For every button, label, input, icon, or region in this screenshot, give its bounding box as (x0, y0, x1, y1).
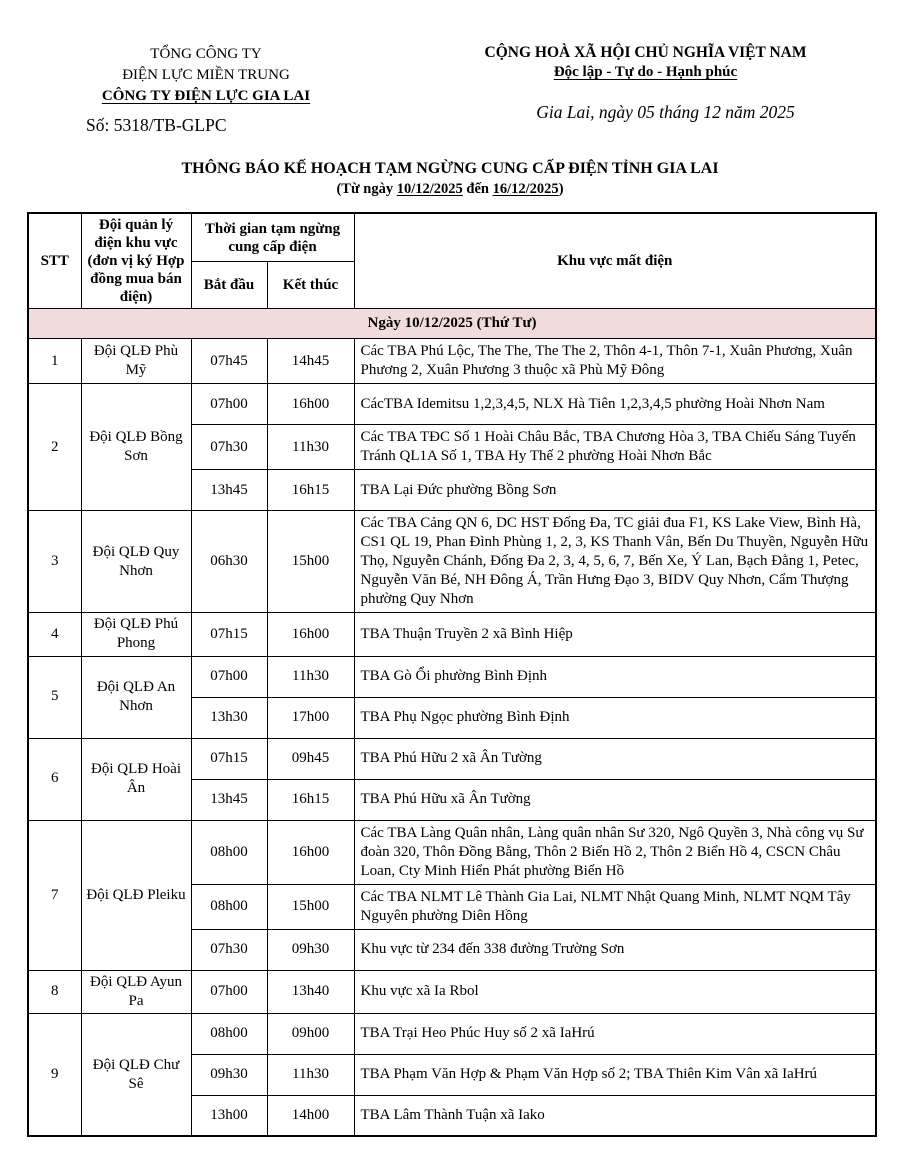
area-cell: Các TBA TĐC Số 1 Hoài Châu Bắc, TBA Chương Hòa 3, TBA Chiếu Sáng Tuyến Tránh QL1A Số 1, TBA Hy Thế 2 phường Hoài Nhơn Bắc (354, 425, 876, 470)
stt-cell: 8 (28, 970, 81, 1013)
end-time-cell: 16h15 (267, 779, 354, 820)
end-time-cell: 16h00 (267, 384, 354, 425)
team-cell: Đội QLĐ Quy Nhơn (81, 511, 191, 613)
stt-cell: 2 (28, 384, 81, 511)
start-time-cell: 13h45 (191, 779, 267, 820)
subtitle-date-to: 16/12/2025 (492, 181, 559, 197)
stt-header: STT (28, 213, 81, 309)
area-cell: Khu vực xã Ia Rbol (354, 970, 876, 1013)
team-header: Đội quản lý điện khu vực (đơn vị ký Hợp đồng mua bán điện) (81, 213, 191, 309)
start-time-cell: 07h15 (191, 613, 267, 656)
page-subtitle (0, 181, 900, 198)
table-row (28, 511, 876, 613)
team-cell: Đội QLĐ Chư Sê (81, 1013, 191, 1136)
end-time-cell: 16h15 (267, 470, 354, 511)
issuer-block (70, 44, 342, 136)
subtitle-middle: đến (462, 181, 493, 197)
team-cell: Đội QLĐ Ayun Pa (81, 970, 191, 1013)
national-header (473, 44, 818, 136)
team-cell: Đội QLĐ Phù Mỹ (81, 339, 191, 384)
area-cell: TBA Lâm Thành Tuận xã Iako (354, 1095, 876, 1136)
area-cell: TBA Trại Heo Phúc Huy số 2 xã IaHrú (354, 1013, 876, 1054)
stt-cell: 5 (28, 656, 81, 738)
start-time-cell: 07h00 (191, 656, 267, 697)
stt-cell: 7 (28, 820, 81, 970)
start-time-cell: 07h15 (191, 738, 267, 779)
area-header: Khu vực mất điện (354, 213, 876, 309)
start-time-cell: 08h00 (191, 884, 267, 929)
stt-cell: 6 (28, 738, 81, 820)
stt-cell: 9 (28, 1013, 81, 1136)
start-time-cell: 09h30 (191, 1054, 267, 1095)
table-row (28, 339, 876, 384)
date-banner-row (28, 309, 876, 339)
national-motto-line2: Độc lập - Tự do - Hạnh phúc (553, 64, 738, 80)
document-number: Số: 5318/TB-GLPC (86, 115, 227, 135)
end-time-cell: 16h00 (267, 820, 354, 884)
date-banner: Ngày 10/12/2025 (Thứ Tư) (28, 309, 876, 339)
letterhead (0, 0, 900, 136)
outage-schedule-table (27, 212, 877, 1137)
start-time-header: Bắt đầu (191, 262, 267, 309)
team-cell: Đội QLĐ An Nhơn (81, 656, 191, 738)
table-row (28, 970, 876, 1013)
end-time-cell: 16h00 (267, 613, 354, 656)
stt-cell: 1 (28, 339, 81, 384)
end-time-cell: 15h00 (267, 511, 354, 613)
start-time-cell: 07h45 (191, 339, 267, 384)
start-time-cell: 06h30 (191, 511, 267, 613)
end-time-cell: 11h30 (267, 656, 354, 697)
table-row (28, 384, 876, 425)
issuer-parent-company: TỔNG CÔNG TY (150, 46, 262, 62)
subtitle-prefix: (Từ ngày (336, 181, 397, 197)
end-time-cell: 14h45 (267, 339, 354, 384)
end-time-cell: 09h00 (267, 1013, 354, 1054)
area-cell: Các TBA Làng Quân nhân, Làng quân nhân Sư 320, Ngô Quyền 3, Nhà công vụ Sư đoàn 320, Thôn Đồng Bằng, Thôn 2 Biển Hồ 2, Thôn 2 Biển Hồ 4, CSCN Châu Loan, Cty Minh Hiển Phát phường Biển Hồ (354, 820, 876, 884)
area-cell: TBA Phú Hữu xã Ân Tường (354, 779, 876, 820)
start-time-cell: 08h00 (191, 820, 267, 884)
end-time-cell: 13h40 (267, 970, 354, 1013)
start-time-cell: 07h30 (191, 929, 267, 970)
area-cell: TBA Phụ Ngọc phường Bình Định (354, 697, 876, 738)
area-cell: Khu vực từ 234 đến 338 đường Trường Sơn (354, 929, 876, 970)
start-time-cell: 07h30 (191, 425, 267, 470)
end-time-cell: 09h45 (267, 738, 354, 779)
place-and-date: Gia Lai, ngày 05 tháng 12 năm 2025 (536, 102, 795, 122)
table-body (28, 309, 876, 1137)
end-time-cell: 15h00 (267, 884, 354, 929)
start-time-cell: 13h45 (191, 470, 267, 511)
team-cell: Đội QLĐ Phú Phong (81, 613, 191, 656)
area-cell: TBA Phú Hữu 2 xã Ân Tường (354, 738, 876, 779)
start-time-cell: 07h00 (191, 970, 267, 1013)
table-header (28, 213, 876, 309)
time-group-header: Thời gian tạm ngừng cung cấp điện (191, 213, 354, 262)
national-motto-line1: CỘNG HOÀ XÃ HỘI CHỦ NGHĨA VIỆT NAM (484, 44, 807, 61)
table-row (28, 613, 876, 656)
area-cell: Các TBA Cảng QN 6, DC HST Đống Đa, TC giải đua F1, KS Lake View, Bình Hà, CS1 QL 19, Phan Đình Phùng 1, 2, 3, KS Thanh Vân, Bến Du Thuyền, Nguyễn Hữu Thọ, Nguyễn Chánh, Đống Đa 2, 3, 4, 5, 6, 7, Bến Xe, Ý Lan, Bạch Đằng 1, Petec, Nguyễn Văn Bé, NH Đông Á, Trần Hưng Đạo 3, BIDV Quy Nhơn, Cẩm Thượng phường Quy Nhơn (354, 511, 876, 613)
area-cell: TBA Thuận Truyền 2 xã Bình Hiệp (354, 613, 876, 656)
team-cell: Đội QLĐ Bồng Sơn (81, 384, 191, 511)
area-cell: CácTBA Idemitsu 1,2,3,4,5, NLX Hà Tiên 1,2,3,4,5 phường Hoài Nhơn Nam (354, 384, 876, 425)
area-cell: TBA Gò Ổi phường Bình Định (354, 656, 876, 697)
area-cell: Các TBA NLMT Lê Thành Gia Lai, NLMT Nhật Quang Minh, NLMT NQM Tây Nguyên phường Diên Hồng (354, 884, 876, 929)
issuer-company-name: CÔNG TY ĐIỆN LỰC GIA LAI (101, 88, 311, 104)
table-row (28, 656, 876, 697)
area-cell: TBA Lại Đức phường Bồng Sơn (354, 470, 876, 511)
start-time-cell: 13h00 (191, 1095, 267, 1136)
end-time-cell: 11h30 (267, 425, 354, 470)
end-time-cell: 11h30 (267, 1054, 354, 1095)
team-cell: Đội QLĐ Hoài Ân (81, 738, 191, 820)
subtitle-date-from: 10/12/2025 (396, 181, 463, 197)
stt-cell: 3 (28, 511, 81, 613)
end-time-cell: 14h00 (267, 1095, 354, 1136)
end-time-cell: 09h30 (267, 929, 354, 970)
start-time-cell: 08h00 (191, 1013, 267, 1054)
subtitle-suffix: ) (558, 181, 564, 197)
start-time-cell: 07h00 (191, 384, 267, 425)
table-row (28, 738, 876, 779)
end-time-header: Kết thúc (267, 262, 354, 309)
area-cell: TBA Phạm Văn Hợp & Phạm Văn Hợp số 2; TBA Thiên Kim Vân xã IaHrú (354, 1054, 876, 1095)
stt-cell: 4 (28, 613, 81, 656)
end-time-cell: 17h00 (267, 697, 354, 738)
table-row (28, 1013, 876, 1054)
team-cell: Đội QLĐ Pleiku (81, 820, 191, 970)
table-row (28, 820, 876, 884)
start-time-cell: 13h30 (191, 697, 267, 738)
issuer-region: ĐIỆN LỰC MIỀN TRUNG (122, 67, 290, 83)
area-cell: Các TBA Phú Lộc, The The, The The 2, Thôn 4-1, Thôn 7-1, Xuân Phương, Xuân Phương 2, Xuân Phương 3 thuộc xã Phù Mỹ Đông (354, 339, 876, 384)
page-title: THÔNG BÁO KẾ HOẠCH TẠM NGỪNG CUNG CẤP ĐIỆN TỈNH GIA LAI (181, 160, 719, 177)
